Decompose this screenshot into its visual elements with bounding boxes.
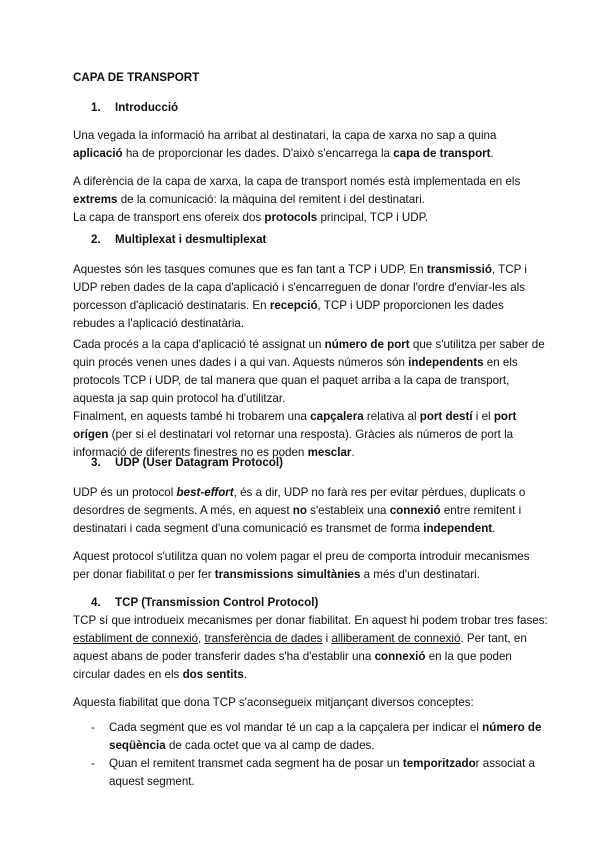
text-line [73, 209, 520, 227]
text-run: de la comunicació: la màquina del remitent i del destinatari. [117, 193, 425, 206]
text-line [109, 773, 535, 791]
text-line [73, 502, 525, 520]
emphasized-text: connexió [389, 504, 441, 517]
text-run: (per si el destinatari vol retornar una resposta). Gràcies als números de port la [108, 428, 514, 441]
emphasized-text: extrems [73, 193, 118, 206]
emphasized-text: best-effort [176, 486, 234, 499]
emphasized-text: capa de transport [393, 147, 491, 160]
emphasized-text: seqüència [109, 739, 166, 752]
text-run: aquest abans de poder transferir dades s'ha d'establir una [73, 650, 375, 663]
text-run: protocols TCP i UDP, de tal manera que quan el paquet arriba a la capa de transport, [73, 374, 510, 387]
heading-number: 3. [91, 456, 101, 469]
section-heading [73, 454, 283, 472]
section-heading [73, 231, 266, 249]
text-line [73, 612, 548, 630]
emphasized-text: port [493, 410, 517, 423]
text-run: de cada octet que va al camp de dades. [165, 739, 375, 752]
text-run: La capa de transport ens ofereix dos [73, 211, 265, 224]
text-line [73, 372, 545, 390]
text-run: . [492, 522, 496, 535]
text-run: que s'utilitza per saber de [409, 338, 545, 351]
text-line [109, 755, 535, 773]
text-run: en la que poden [425, 650, 512, 663]
text-line [73, 426, 545, 444]
text-line [73, 354, 545, 372]
emphasized-text: independents [408, 356, 484, 369]
text-line [73, 520, 525, 538]
heading-number: 4. [91, 596, 101, 609]
text-run: informació de diferents finestres no es poden [73, 446, 308, 459]
emphasized-text: mesclar [307, 446, 352, 459]
text-line [73, 279, 527, 297]
heading-text: TCP (Transmission Control Protocol) [115, 596, 319, 609]
emphasized-text: transmissió [426, 263, 492, 276]
paragraph [73, 336, 545, 462]
text-run: a més d'un destinatari. [360, 568, 480, 581]
text-run: porcesson d'aplicació destinataris. En [73, 299, 270, 312]
text-run: , és a dir, UDP no farà res per evitar pèrdues, duplicats o [233, 486, 526, 499]
emphasized-text: recepció [269, 299, 318, 312]
paragraph [73, 694, 474, 712]
text-line [73, 336, 545, 354]
heading-text: Multiplexat i desmultiplexat [115, 233, 267, 246]
text-line [73, 648, 548, 666]
paragraph [73, 548, 530, 584]
paragraph [73, 484, 525, 538]
emphasized-text: connexió [374, 650, 426, 663]
text-line [73, 390, 545, 408]
text-run: principal, TCP i UDP. [317, 211, 429, 224]
emphasized-text: port destí [419, 410, 473, 423]
text-run: . [351, 446, 355, 459]
text-run: Quan el remitent transmet cada segment ha de posar un [109, 757, 403, 770]
text-run: . [243, 668, 247, 681]
heading-number: 1. [91, 101, 101, 114]
bullet-text [109, 755, 535, 791]
text-run: entre remitent i [440, 504, 522, 517]
bullet-dash: - [91, 757, 95, 770]
text-run: aquest segment. [109, 775, 195, 788]
emphasized-text: transferència de dades [204, 632, 323, 645]
text-run: destinatari i cada segment d'una comunicació es transmet de forma [73, 522, 424, 535]
paragraph [73, 612, 548, 684]
emphasized-text: orígen [73, 428, 109, 441]
text-run: rebudes a l'aplicació destinatària. [73, 317, 245, 330]
text-run: TCP sí que introdueix mecanismes per donar fiabilitat. En aquest hi podem trobar tres fases: [73, 614, 548, 627]
emphasized-text: temporitzado [402, 757, 476, 770]
text-run: per donar fiabilitat o per fer [73, 568, 215, 581]
text-run: Cada procés a la capa d'aplicació té assignat un [73, 338, 325, 351]
text-line [73, 127, 496, 145]
text-line [73, 548, 530, 566]
text-run: Una vegada la informació ha arribat al destinatari, la capa de xarxa no sap a quina [73, 129, 497, 142]
text-run: r associat a [475, 757, 535, 770]
paragraph [73, 173, 520, 227]
document-title: CAPA DE TRANSPORT [73, 71, 200, 84]
text-line [73, 484, 525, 502]
text-line [73, 145, 496, 163]
heading-text: UDP (User Datagram Protocol) [115, 456, 283, 469]
paragraph [73, 261, 527, 333]
text-line [73, 630, 548, 648]
heading-text: Introducció [115, 101, 179, 114]
text-run: . Per tant, en [460, 632, 527, 645]
emphasized-text: protocols [264, 211, 318, 224]
text-line [73, 315, 527, 333]
text-run: UDP és un protocol [73, 486, 177, 499]
text-run: desordres de segments. A més, en aquest [73, 504, 293, 517]
text-run: Finalment, en aquests també hi trobarem una [73, 410, 311, 423]
emphasized-text: transmissions simultànies [214, 568, 361, 581]
text-run: relativa al [363, 410, 420, 423]
text-run: , [198, 632, 205, 645]
text-run: quin procés venen unes dades i a qui van. Aquests números són [73, 356, 409, 369]
emphasized-text: establiment de connexió [73, 632, 199, 645]
text-run: aquesta ja sap quin protocol ha d'utilitzar. [73, 392, 286, 405]
text-run: Cada segment que es vol mandar té un cap a la capçalera per indicar el [109, 721, 483, 734]
emphasized-text: independent [423, 522, 493, 535]
emphasized-text: capçalera [310, 410, 364, 423]
text-line [73, 261, 527, 279]
text-line [73, 694, 474, 712]
section-heading [73, 99, 178, 117]
text-line [109, 737, 541, 755]
text-run: , TCP i UDP proporcionen les dades [317, 299, 504, 312]
text-run: , TCP i [491, 263, 527, 276]
text-run: en els [483, 356, 518, 369]
emphasized-text: número de port [324, 338, 410, 351]
text-run: i [322, 632, 332, 645]
text-run: ha de proporcionar les dades. D'això s'encarrega la [122, 147, 394, 160]
text-run: circular dades en els [73, 668, 183, 681]
section-heading [73, 594, 318, 612]
text-line [73, 408, 545, 426]
text-line [73, 173, 520, 191]
text-run: Aquestes són les tasques comunes que es fan tant a TCP i UDP. En [73, 263, 427, 276]
text-line [109, 719, 541, 737]
emphasized-text: aplicació [73, 147, 123, 160]
text-run: s'estableix una [306, 504, 390, 517]
text-line [73, 566, 530, 584]
bullet-text [109, 719, 541, 755]
heading-number: 2. [91, 233, 101, 246]
text-line [73, 666, 548, 684]
emphasized-text: no [292, 504, 307, 517]
emphasized-text: alliberament de connexió [331, 632, 461, 645]
text-line [73, 297, 527, 315]
text-run: A diferència de la capa de xarxa, la capa de transport només està implementada en els [73, 175, 521, 188]
text-line [73, 191, 520, 209]
text-run: Aquesta fiabilitat que dona TCP s'aconsegueix mitjançant diversos conceptes: [73, 696, 474, 709]
text-run: UDP reben dades de la capa d'aplicació i s'encarreguen de donar l'ordre d'enviar-les als [73, 281, 526, 294]
text-run: i el [472, 410, 494, 423]
text-run: Aquest protocol s'utilitza quan no volem pagar el preu de comporta introduir mecanismes [73, 550, 530, 563]
text-run: . [490, 147, 494, 160]
emphasized-text: número de [482, 721, 542, 734]
emphasized-text: dos sentits [182, 668, 244, 681]
bullet-dash: - [91, 721, 95, 734]
paragraph [73, 127, 496, 163]
